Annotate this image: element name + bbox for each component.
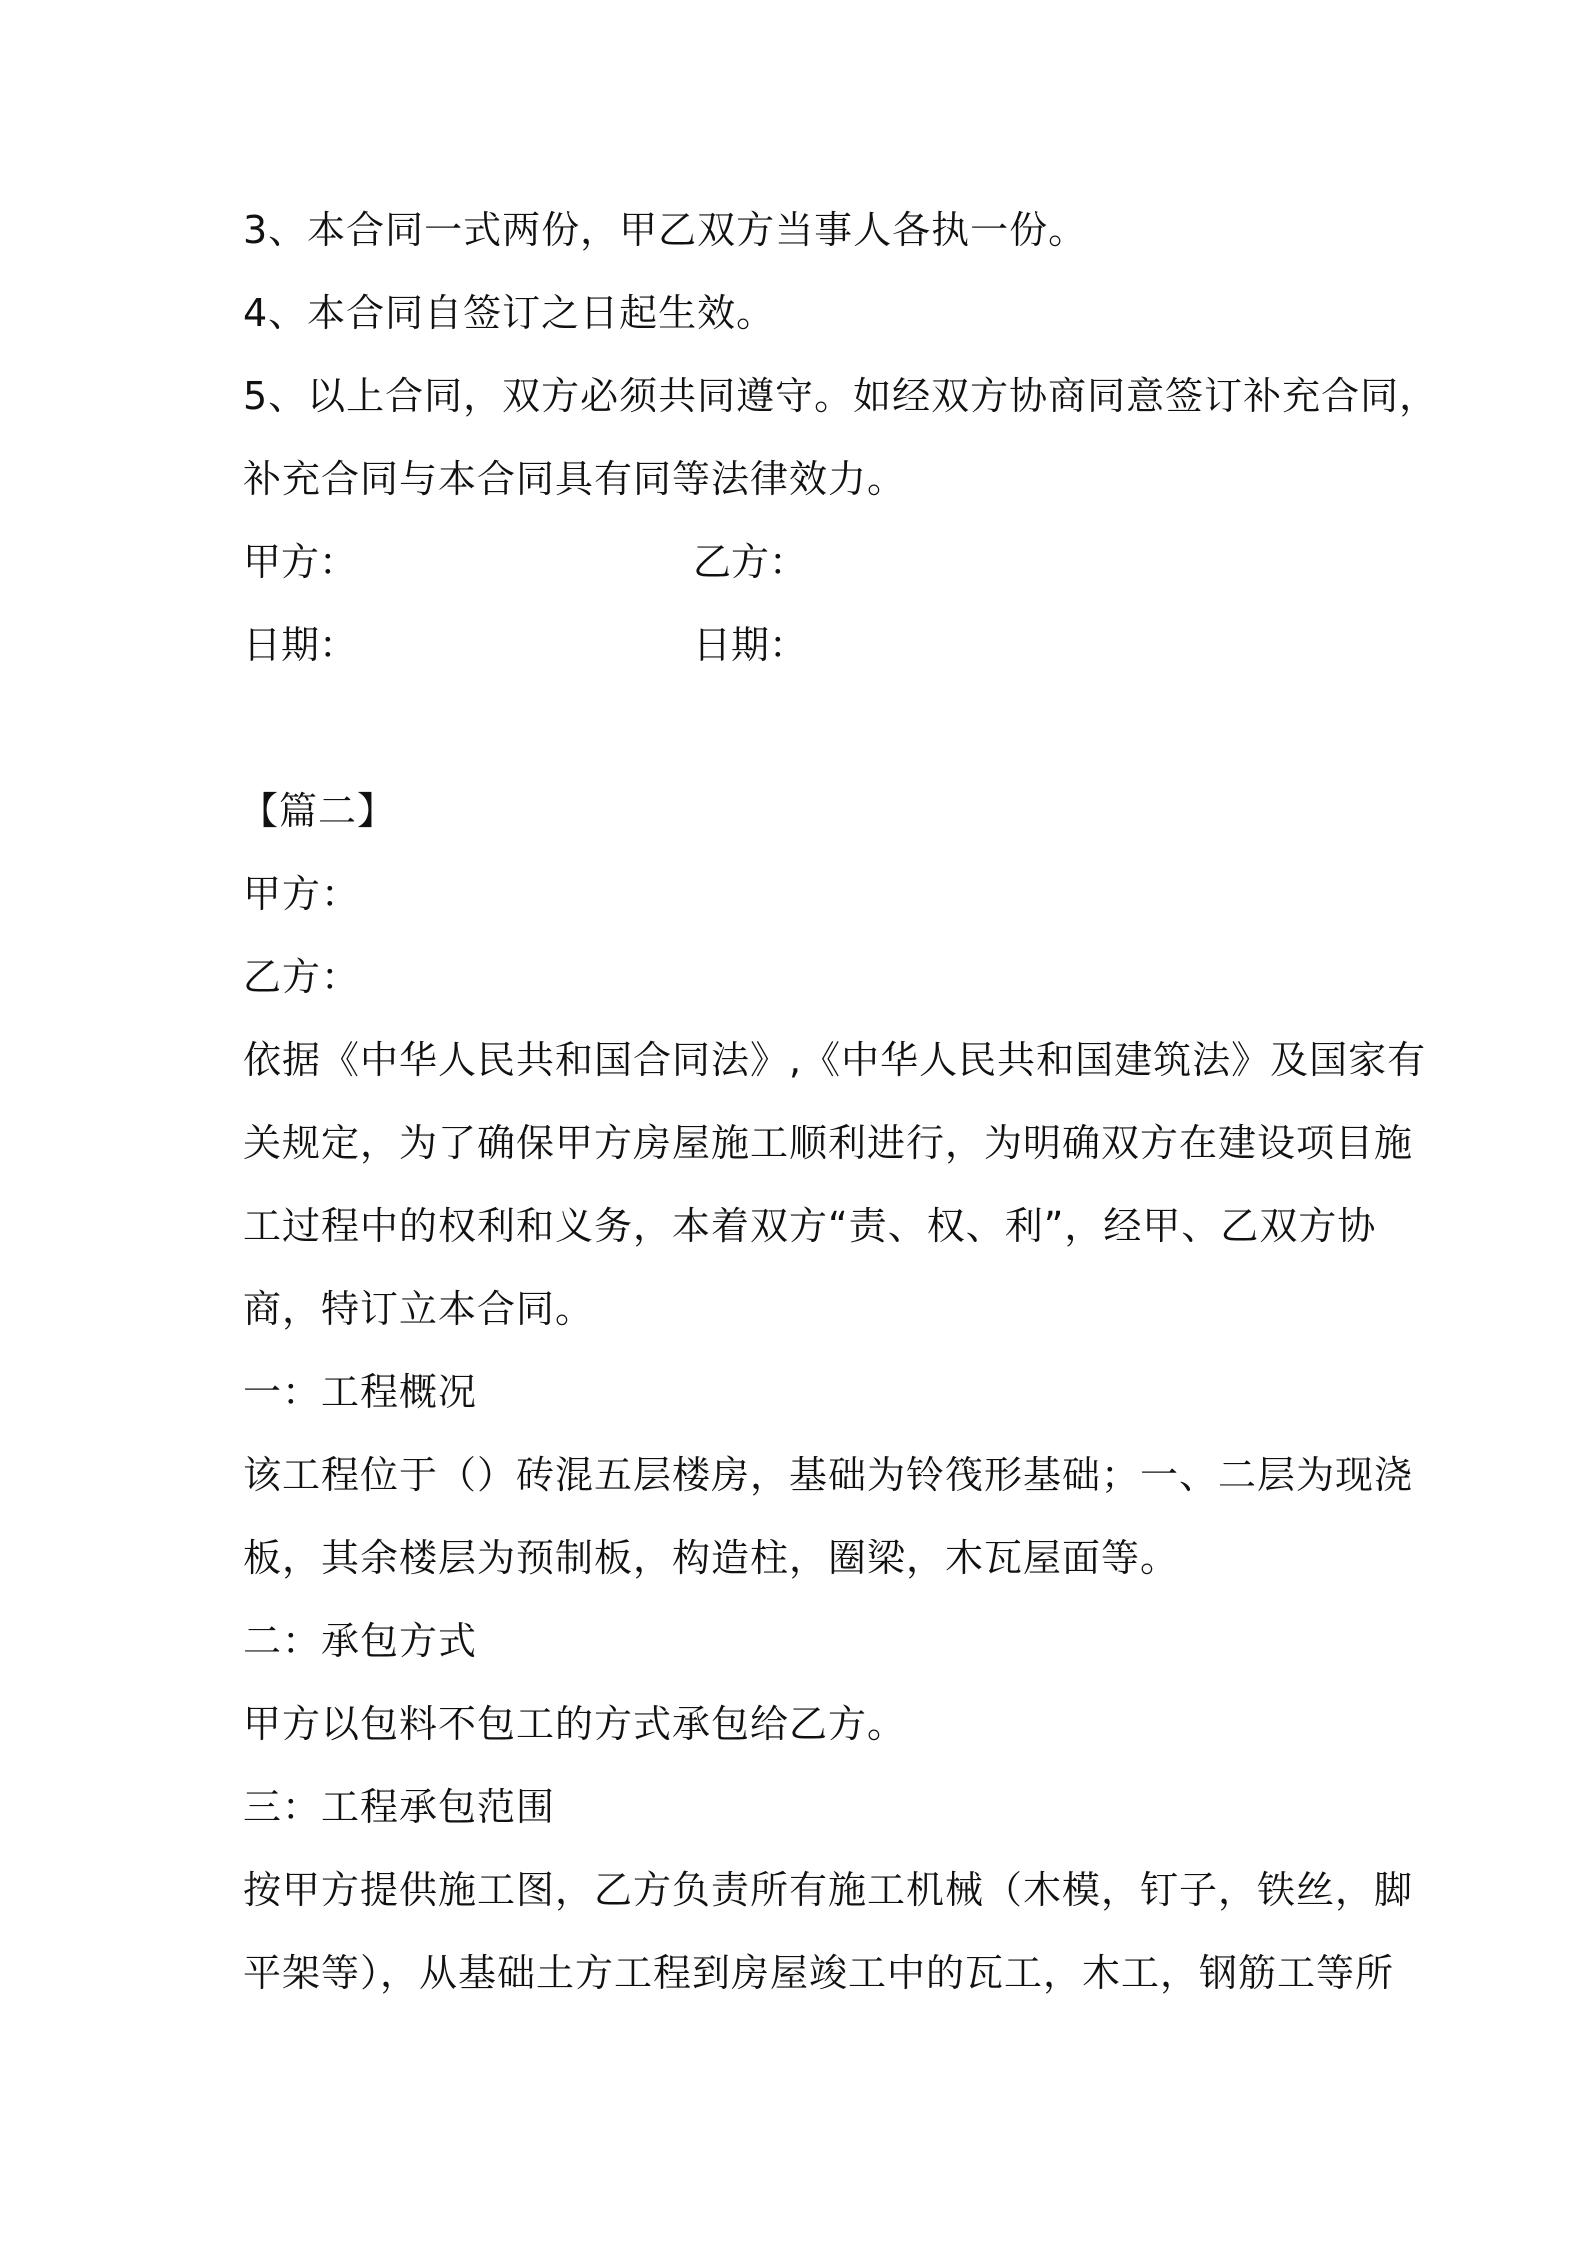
intro-line-3: 工过程中的权利和义务，本着双方“责、权、利”，经甲、乙双方协 (243, 1204, 1377, 1248)
section-two-party-b: 乙方： (243, 955, 361, 999)
intro-line-4: 商，特订立本合同。 (243, 1287, 595, 1331)
section-1-line-1: 该工程位于（）砖混五层楼房，基础为铃筏形基础；一、二层为现浇 (243, 1453, 1414, 1497)
section-two-heading: 【篇二】 (240, 789, 397, 833)
signature-party-b: 乙方： (693, 540, 808, 584)
intro-line-1: 依据《中华人民共和国合同法》,《中华人民共和国建筑法》及国家有 (243, 1038, 1427, 1082)
section-3-line-2: 平架等），从基础土方工程到房屋竣工中的瓦工，木工，钢筋工等所 (243, 1951, 1395, 1995)
section-1-line-2: 板，其余楼层为预制板，构造柱，圈梁，木瓦屋面等。 (243, 1536, 1180, 1580)
signature-date-a: 日期： (243, 623, 358, 667)
section-3-title: 三：工程承包范围 (243, 1785, 556, 1829)
section-2-text: 甲方以包料不包工的方式承包给乙方。 (243, 1702, 907, 1746)
intro-line-2: 关规定，为了确保甲方房屋施工顺利进行，为明确双方在建设项目施 (243, 1121, 1414, 1165)
section-1-title: 一：工程概况 (243, 1370, 478, 1414)
signature-date-b: 日期： (693, 623, 808, 667)
section-two-party-a: 甲方： (243, 872, 361, 916)
section-2-title: 二：承包方式 (243, 1619, 478, 1663)
clause-5-line-2: 补充合同与本合同具有同等法律效力。 (243, 457, 907, 501)
section-3-line-1: 按甲方提供施工图，乙方负责所有施工机械（木模，钉子，铁丝，脚 (243, 1868, 1414, 1912)
clause-3: 3、本合同一式两份，甲乙双方当事人各执一份。 (243, 208, 1088, 252)
signature-party-a: 甲方： (243, 540, 358, 584)
clause-4: 4、本合同自签订之日起生效。 (243, 291, 776, 335)
clause-5-line-1: 5、以上合同，双方必须共同遵守。如经双方协商同意签订补充合同， (243, 374, 1439, 418)
